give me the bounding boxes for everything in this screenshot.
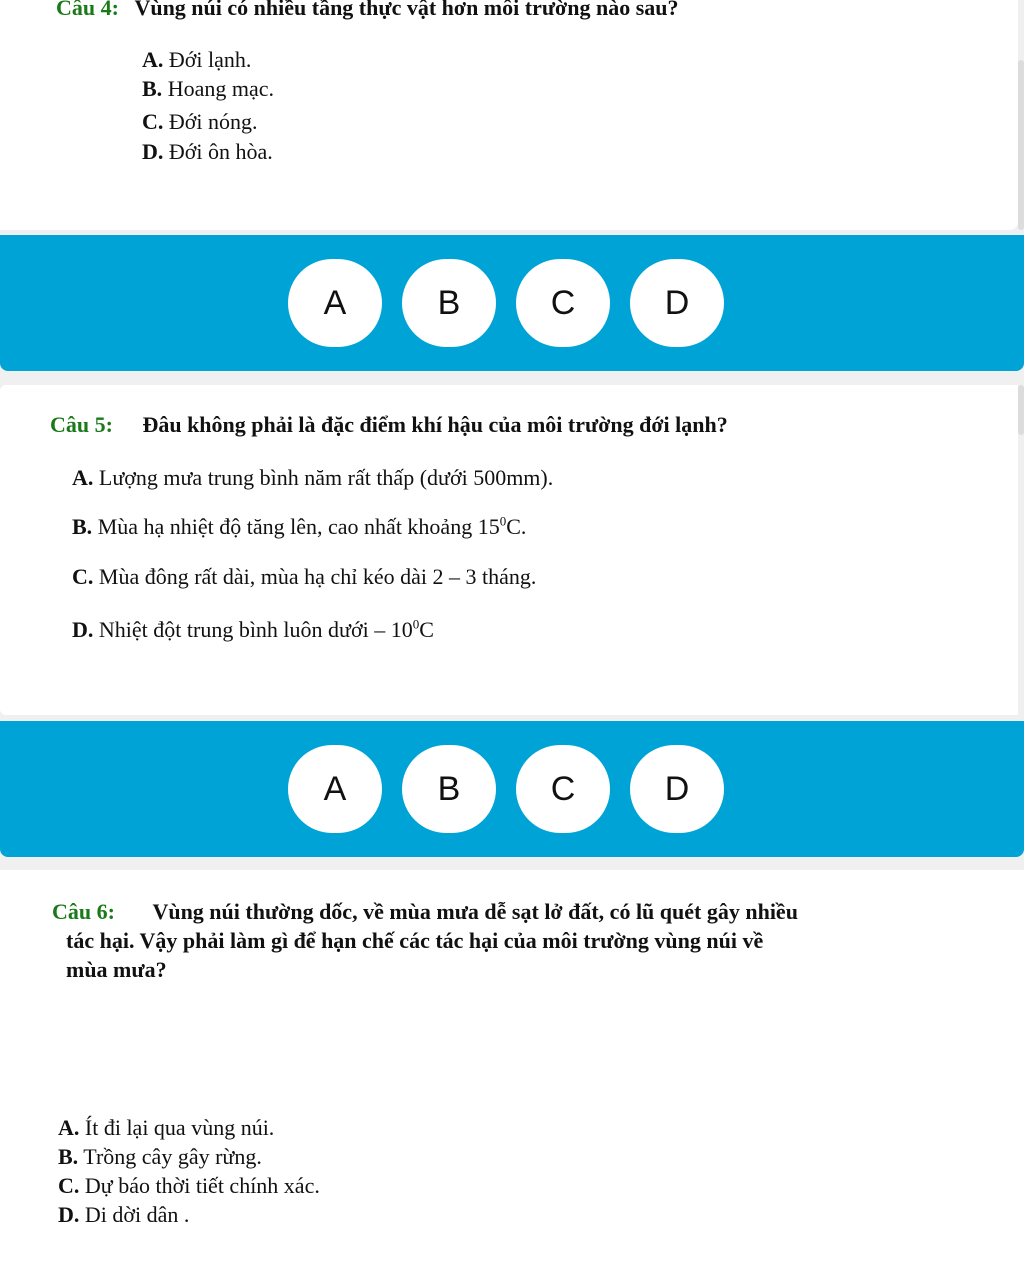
question-number: Câu 5: — [50, 412, 113, 437]
answer-a-button[interactable]: A — [288, 259, 382, 347]
question-number: Câu 4: — [56, 0, 119, 20]
option-text: Di dời dân . — [84, 1202, 190, 1227]
answer-bar — [0, 235, 1024, 371]
answer-button-row — [288, 745, 724, 833]
option-d — [142, 138, 273, 166]
option-b — [142, 75, 274, 103]
option-unit: C — [419, 617, 434, 642]
answer-a-button[interactable]: A — [288, 745, 382, 833]
answer-button-row — [288, 259, 724, 347]
question-6-heading-line-1 — [52, 898, 798, 926]
option-text: Trồng cây gây rừng. — [83, 1144, 262, 1169]
option-letter: A. — [142, 47, 164, 72]
option-d — [72, 616, 434, 644]
answer-b-button[interactable]: B — [402, 259, 496, 347]
option-letter: C. — [142, 109, 164, 134]
answer-bar — [0, 721, 1024, 857]
option-letter: B. — [58, 1144, 79, 1169]
option-b — [72, 513, 526, 541]
option-letter: D. — [142, 139, 164, 164]
question-6-card — [0, 870, 1024, 1280]
option-text: Hoang mạc. — [167, 76, 274, 101]
question-text: Đâu không phải là đặc điểm khí hậu của môi trường đới lạnh? — [142, 412, 728, 437]
option-b — [58, 1143, 262, 1171]
question-4-heading — [56, 0, 679, 22]
option-text: Lượng mưa trung bình năm rất thấp (dưới 500mm). — [98, 465, 554, 490]
question-5-heading — [50, 411, 728, 439]
option-text: Đới nóng. — [168, 109, 258, 134]
question-number: Câu 6: — [52, 899, 115, 924]
question-6-heading-line-2: tác hại. Vậy phải làm gì để hạn chế các tác hại của môi trường vùng núi về — [66, 928, 764, 953]
question-4-card — [0, 0, 1018, 230]
option-text: Mùa đông rất dài, mùa hạ chỉ kéo dài 2 – 3 tháng. — [98, 564, 537, 589]
answer-b-button[interactable]: B — [402, 745, 496, 833]
option-text: Đới ôn hòa. — [168, 139, 273, 164]
option-letter: B. — [142, 76, 163, 101]
scrollbar[interactable] — [1018, 385, 1024, 435]
option-d — [58, 1201, 189, 1229]
question-text: Vùng núi thường dốc, về mùa mưa dễ sạt lở đất, có lũ quét gây nhiều — [152, 899, 798, 924]
answer-c-button[interactable]: C — [516, 745, 610, 833]
option-letter: B. — [72, 514, 93, 539]
option-letter: D. — [72, 617, 94, 642]
scrollbar[interactable] — [1018, 60, 1024, 230]
answer-c-button[interactable]: C — [516, 259, 610, 347]
option-unit: C. — [506, 514, 527, 539]
option-a — [72, 464, 553, 492]
option-letter: A. — [72, 465, 94, 490]
option-c — [142, 108, 258, 136]
option-letter: A. — [58, 1115, 80, 1140]
option-a — [142, 46, 251, 74]
question-5-card — [0, 385, 1018, 715]
degree-superscript: 0 — [499, 513, 507, 529]
option-c — [58, 1172, 320, 1200]
option-letter: C. — [58, 1173, 80, 1198]
question-text: Vùng núi có nhiều tầng thực vật hơn môi trường nào sau? — [134, 0, 679, 20]
degree-superscript: 0 — [412, 616, 420, 632]
option-letter: C. — [72, 564, 94, 589]
option-text: Mùa hạ nhiệt độ tăng lên, cao nhất khoảng 15 — [97, 514, 500, 539]
option-text: Ít đi lại qua vùng núi. — [84, 1115, 275, 1140]
option-text: Dự báo thời tiết chính xác. — [84, 1173, 320, 1198]
answer-d-button[interactable]: D — [630, 259, 724, 347]
option-text: Nhiệt đột trung bình luôn dưới – 10 — [98, 617, 413, 642]
question-6-heading-line-3: mùa mưa? — [66, 957, 167, 982]
option-c — [72, 563, 536, 591]
answer-d-button[interactable]: D — [630, 745, 724, 833]
option-a — [58, 1114, 274, 1142]
option-text: Đới lạnh. — [168, 47, 252, 72]
option-letter: D. — [58, 1202, 80, 1227]
